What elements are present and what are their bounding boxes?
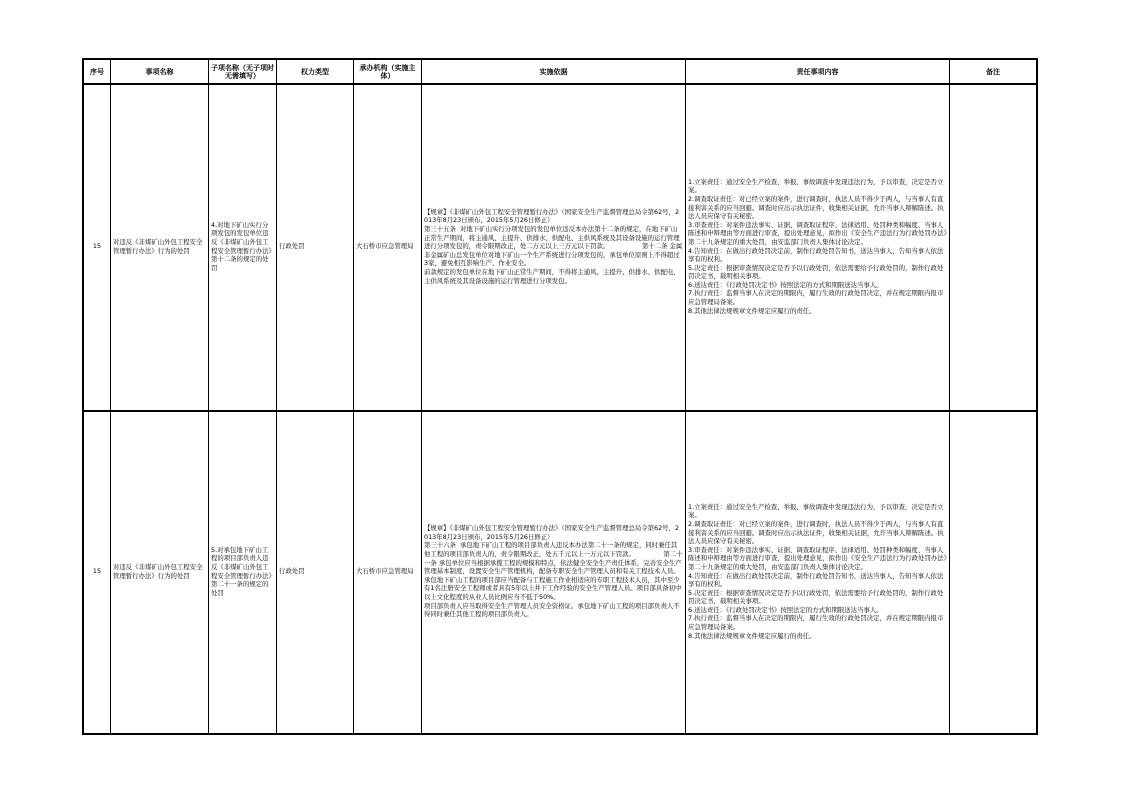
responsibility-table bbox=[82, 58, 1038, 735]
table-header-row bbox=[84, 60, 1036, 85]
cell-seq bbox=[84, 410, 111, 733]
org-text: 大石桥市应急管理局 bbox=[356, 242, 414, 251]
item-name-text: 对违反《非煤矿山外包工程安全管理暂行办法》行为的处罚 bbox=[113, 237, 203, 255]
cell-seq bbox=[84, 83, 111, 410]
cell-power-type bbox=[277, 410, 354, 733]
responsibility-text: 1.立案责任：通过安全生产检查、举报、事故调查中发现违法行为，予以审查，决定是否立案。 2.调查取证责任：对已经立案的案件，进行调查时，执法人员不得少于两人，与当事人有直接利害关系的应当回避。调查时应出示执法证件，收集相关证据，允许当事人辩解陈述。执法人员应保守有关秘密。 3.审查责任：对案件违法事实、证据、调查取证程序、法律适用、处罚种类和幅度、当事人陈述和申辩理由等方面进行审查，提出处理意见，拟作出《安全生产违法行为行政处罚办法》第二十九条规定的重大处罚，由安监部门负责人集体讨论决定。 4.告知责任：在做出行政处罚决定前，制作行政处罚告知书，送达当事人，告知当事人依法享有的权利。 5.决定责任：根据审查情况决定是否予以行政处罚，依法需要给予行政处罚的，制作行政处罚决定书，载明相关事项。 6.送达责任：《行政处罚决定书》按照法定的方式和期限送达当事人。 7.执行责任：监督当事人在决定的期限内，履行生效的行政处罚决定，并在规定期限内报市应急管理局备案。 8.其他法律法规规章文件规定应履行的责任。 bbox=[688, 177, 947, 315]
sub-item-text: 5.对承包地下矿山工程的项目部负责人违反《非煤矿山外包工程安全管理暂行办法》第二十一条的规定的处罚 bbox=[211, 545, 272, 597]
header-responsibility: 责任事项内容 bbox=[686, 60, 950, 83]
seq-text: 15 bbox=[92, 242, 102, 251]
cell-remarks bbox=[950, 83, 1036, 410]
table-row bbox=[84, 83, 1036, 412]
cell-item-name bbox=[111, 410, 209, 733]
cell-item-name bbox=[111, 83, 209, 410]
cell-org bbox=[354, 83, 422, 410]
header-org: 承办机构（实施主体） bbox=[354, 60, 422, 83]
power-type-text: 行政处罚 bbox=[279, 242, 305, 251]
header-basis: 实施依据 bbox=[422, 60, 686, 83]
header-remarks: 备注 bbox=[986, 67, 1000, 76]
cell-org bbox=[354, 410, 422, 733]
seq-text: 15 bbox=[92, 567, 102, 576]
cell-power-type bbox=[277, 83, 354, 410]
header-power-type: 权力类型 bbox=[277, 60, 354, 83]
item-name-text: 对违反《非煤矿山外包工程安全管理暂行办法》行为的处罚 bbox=[113, 562, 203, 580]
cell-responsibility bbox=[686, 83, 950, 410]
org-text: 大石桥市应急管理局 bbox=[356, 567, 414, 576]
header-seq: 序号 bbox=[84, 60, 111, 83]
basis-text: 【规章】《非煤矿山外包工程安全管理暂行办法》（国家安全生产监督管理总局令第62号，2013年8月23日颁布，2015年5月26日修正） 第三十五条 对地下矿山实行分项发包的发包单位违反本办法第十二条的规定，在地下矿山正常生产期间，将主通风、主提升、供排水、供配电、主供风系统及其设备设施的运行管理进行分项发包的，责令限期改正，处二万元以上三万元以下罚款。 第十二条 金属非金属矿山总发包单位对地下矿山一个生产系统进行分项发包的，承包单位原则上不得超过3家，避免相互影响生产、作业安全。 前款规定的发包单位在地下矿山正常生产期间，不得将主通风、主提升、供排水、供配电、主供风系统及其设备设施的运行管理进行分项发包。 bbox=[424, 207, 683, 285]
cell-sub-item bbox=[209, 410, 277, 733]
header-sub-item: 子项名称（无子项时无需填写） bbox=[209, 60, 277, 83]
cell-basis bbox=[422, 410, 686, 733]
table-row bbox=[84, 410, 1036, 733]
cell-basis bbox=[422, 83, 686, 410]
cell-sub-item bbox=[209, 83, 277, 410]
cell-remarks bbox=[950, 410, 1036, 733]
cell-responsibility bbox=[686, 410, 950, 733]
header-item-name: 事项名称 bbox=[111, 60, 209, 83]
basis-text: 【规章】《非煤矿山外包工程安全管理暂行办法》（国家安全生产监督管理总局令第62号，2013年8月23日颁布，2015年5月26日修正） 第三十六条 承包地下矿山工程的项目部负责人违反本办法第二十一条的规定，同时兼任其他工程的项目部负责人的，责令限期改正，处五千元以上一万元以下罚款。 第二十一条 承包单位应当根据承揽工程的规模和特点，依法健全安全生产责任体系，完善安全生产管理基本制度，设置安全生产管理机构，配备专职安全生产管理人员和有关工程技术人员。 承包地下矿山工程的项目部应当配备与工程施工作业相适应的专职工程技术人员，其中至少有1名注册安全工程师或者具有5年以上井下工作经验的安全生产管理人员。项目部具备初中以上文化程度的从业人员比例应当不低于50%。 项目部负责人应当取得安全生产管理人员安全资格证。承包地下矿山工程的项目部负责人不得同时兼任其他工程的项目部负责人。 bbox=[424, 524, 683, 619]
power-type-text: 行政处罚 bbox=[279, 567, 305, 576]
sub-item-text: 4.对地下矿山实行分项发包的发包单位违反《非煤矿山外包工程安全管理暂行办法》第十二条的规定的处罚 bbox=[211, 220, 272, 272]
responsibility-text: 1.立案责任：通过安全生产检查、举报、事故调查中发现违法行为，予以审查，决定是否立案。 2.调查取证责任：对已经立案的案件，进行调查时，执法人员不得少于两人，与当事人有直接利害关系的应当回避。调查时应出示执法证件，收集相关证据，允许当事人辩解陈述。执法人员应保守有关秘密。 3.审查责任：对案件违法事实、证据、调查取证程序、法律适用、处罚种类和幅度、当事人陈述和申辩理由等方面进行审查，提出处理意见，拟作出《安全生产违法行为行政处罚办法》第二十九条规定的重大处罚，由安监部门负责人集体讨论决定。 4.告知责任：在做出行政处罚决定前，制作行政处罚告知书，送达当事人，告知当事人依法享有的权利。 5.决定责任：根据审查情况决定是否予以行政处罚，依法需要给予行政处罚的，制作行政处罚决定书，载明相关事项。 6.送达责任：《行政处罚决定书》按照法定的方式和期限送达当事人。 7.执行责任：监督当事人在决定的期限内，履行生效的行政处罚决定，并在规定期限内报市应急管理局备案。 8.其他法律法规规章文件规定应履行的责任。 bbox=[688, 502, 947, 640]
